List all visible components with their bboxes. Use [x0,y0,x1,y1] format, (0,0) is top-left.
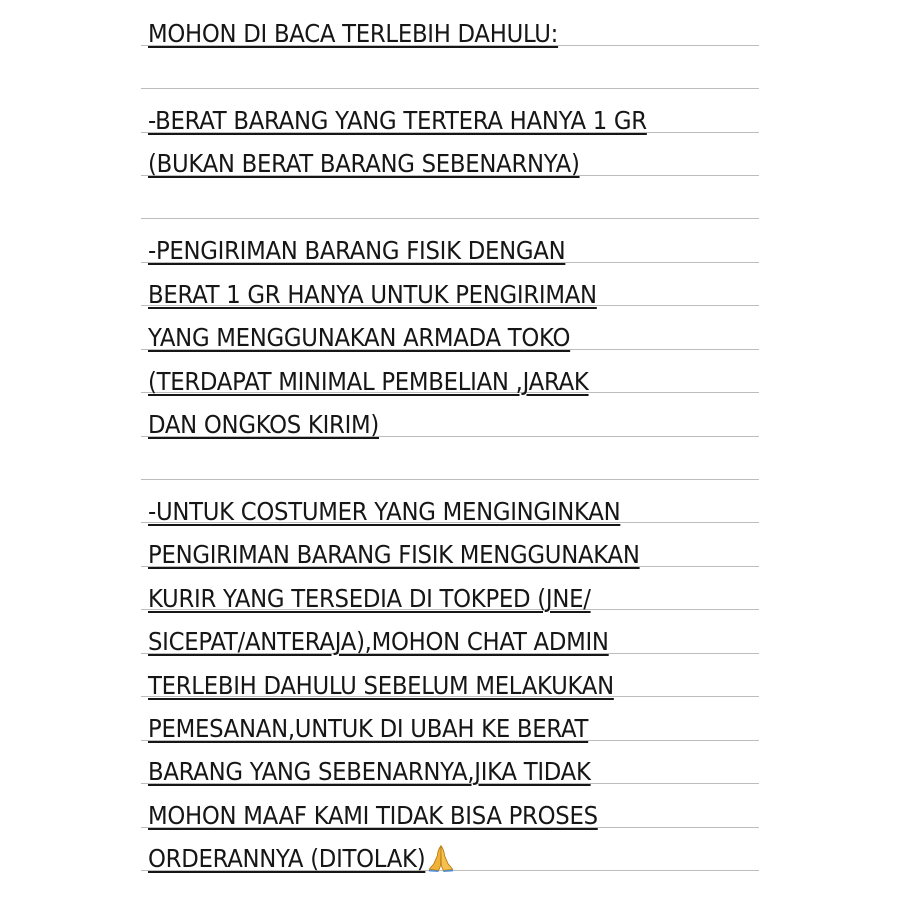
notice-heading-text: MOHON DI BACA TERLEBIH DAHULU: [148,19,559,48]
notice-line [148,842,455,876]
notice-line [148,234,565,268]
notice-line-text: ORDERANNYA (DITOLAK) [148,844,426,873]
notice-line-text: -BERAT BARANG YANG TERTERA HANYA 1 GR [148,106,647,135]
notice-line-text: (BUKAN BERAT BARANG SEBENARNYA) [148,149,580,178]
notice-line [148,538,640,572]
notice-line-text: -PENGIRIMAN BARANG FISIK DENGAN [148,236,566,265]
praying-hands-glyph [427,843,455,873]
notice-line-text: SICEPAT/ANTERAJA),MOHON CHAT ADMIN [148,627,609,656]
notice-line [148,712,588,746]
notice-line [148,408,379,442]
notice-line-text: BERAT 1 GR HANYA UNTUK PENGIRIMAN [148,280,597,309]
notice-line-text: MOHON MAAF KAMI TIDAK BISA PROSES [148,801,598,830]
notice-line-text: (TERDAPAT MINIMAL PEMBELIAN ,JARAK [148,367,589,396]
notice-text-block [148,0,848,905]
notice-line-text: KURIR YANG TERSEDIA DI TOKPED (JNE/ [148,584,591,613]
praying-hands-icon [427,843,455,873]
notice-line-text: YANG MENGGUNAKAN ARMADA TOKO [148,323,571,352]
notice-line-text: PENGIRIMAN BARANG FISIK MENGGUNAKAN [148,540,640,569]
notice-line [148,799,598,833]
notice-line-text: BARANG YANG SEBENARNYA,JIKA TIDAK [148,757,591,786]
notice-line [148,321,570,355]
notice-line [148,495,620,529]
notice-heading [148,17,558,51]
notice-line-text: TERLEBIH DAHULU SEBELUM MELAKUKAN [148,671,614,700]
notice-line [148,755,591,789]
notice-line [148,278,597,312]
notice-line-text: PEMESANAN,UNTUK DI UBAH KE BERAT [148,714,589,743]
notice-line-text: -UNTUK COSTUMER YANG MENGINGINKAN [148,497,621,526]
notice-line [148,147,580,181]
notice-line [148,625,609,659]
notice-line [148,669,614,703]
notice-line [148,365,589,399]
notice-line [148,582,591,616]
notice-line [148,104,647,138]
notice-line-text: DAN ONGKOS KIRIM) [148,410,380,439]
